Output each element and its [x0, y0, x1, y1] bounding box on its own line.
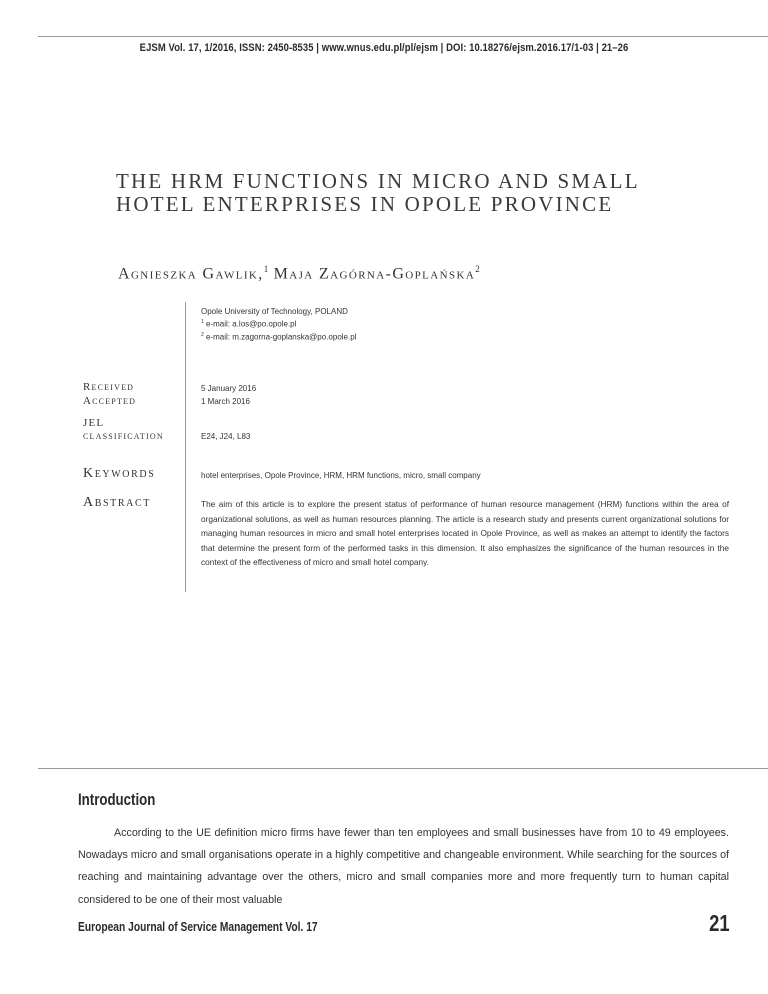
title-line-2: HOTEL ENTERPRISES IN OPOLE PROVINCE: [116, 192, 614, 216]
section-rule: [38, 768, 768, 769]
jel-classification-label: classification: [83, 430, 164, 442]
running-header: EJSM Vol. 17, 1/2016, ISSN: 2450-8535 | www.wnus.edu.pl/pl/ejsm | DOI: 10.18276/ejsm.2016.17/1-03 | 21–26: [139, 42, 629, 54]
received-date: 5 January 2016: [201, 384, 257, 393]
institution: Opole University of Technology, POLAND: [201, 307, 348, 316]
abstract-text: The aim of this article is to explore the present status of performance of human resource management (HRM) functions within the area of organizational solutions, as well as human resources planning. The article is a research study and presents current organizational solutions for managing human resources in micro and small hotel enterprises located in Opole Province, as well as makes an attempt to identify the factors that determine the present form of the performed tasks in this dimension. It also emphasizes the significance of the human resources in the context of the effectiveness of micro and small hotel company.: [201, 499, 729, 568]
email-1: e-mail: a.los@po.opole.pl: [206, 319, 297, 329]
author-list: [118, 264, 738, 283]
abstract-label: Abstract: [83, 495, 151, 510]
top-rule: [38, 36, 768, 37]
introduction-heading: Introduction: [78, 790, 156, 809]
email-2-line: $^2$ e-mail: m.zagorna-goplanska@po.opole.pl: [201, 331, 357, 342]
author-2-marker: 2: [475, 264, 480, 274]
author-1: Agnieszka Gawlik,: [118, 265, 264, 283]
author-2: Maja Zagórna-Goplańska: [273, 265, 476, 283]
footer-journal-name: European Journal of Service Management Vol. 17: [78, 920, 318, 934]
keywords: hotel enterprises, Opole Province, HRM, HRM functions, micro, small company: [201, 471, 481, 480]
article-title: [116, 170, 756, 216]
jel-label: JEL: [83, 417, 105, 429]
affiliation-block: [201, 306, 356, 342]
metadata-divider: [185, 302, 186, 592]
keywords-label: Keywords: [83, 466, 156, 481]
title-line-1: THE HRM FUNCTIONS IN MICRO AND SMALL: [116, 169, 640, 193]
jel-codes: E24, J24, L83: [201, 432, 251, 441]
accepted-date: 1 March 2016: [201, 397, 250, 406]
email-2: e-mail: m.zagorna-goplanska@po.opole.pl: [206, 332, 357, 342]
email-1-line: $^1$ e-mail: a.los@po.opole.pl: [201, 319, 297, 329]
received-label: Received: [83, 381, 135, 393]
accepted-label: Accepted: [83, 395, 137, 407]
author-1-marker: 1: [263, 264, 269, 274]
page-number: 21: [709, 910, 730, 936]
introduction-text: According to the UE definition micro firms have fewer than ten employees and small businesses have from 10 to 49 employees. Nowadays micro and small organisations operate in a highly competitive and changeable environment. While searching for the sources of reaching and maintaining advantage over the others, micro and small companies more and more frequently turn to human capital considered to be one of their most valuable: [78, 827, 729, 906]
